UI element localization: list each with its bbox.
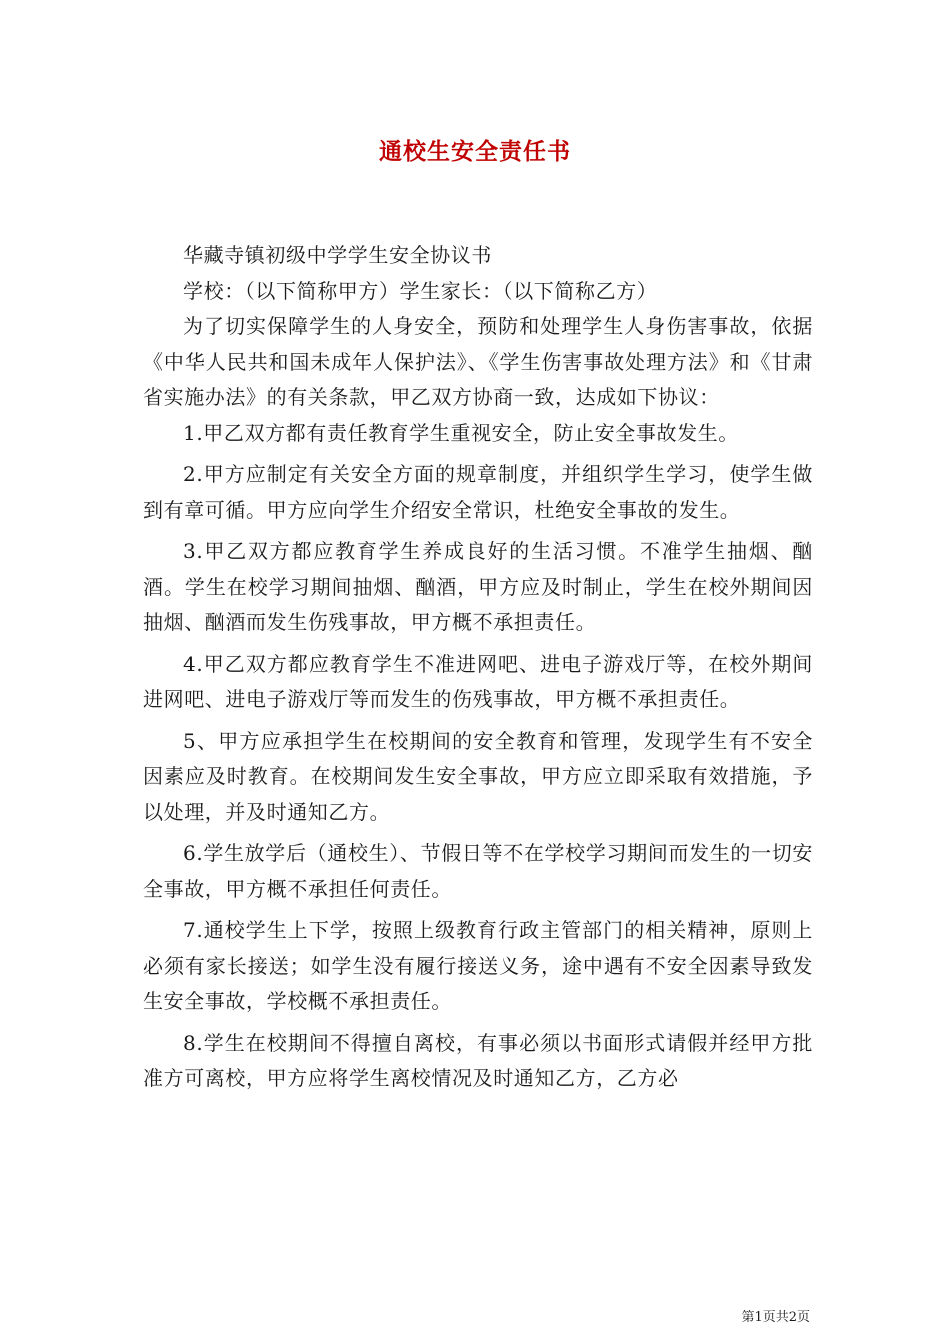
clause-4: 4.甲乙双方都应教育学生不准进网吧、进电子游戏厅等，在校外期间进网吧、进电子游戏厅等而发生的伤残事故，甲方概不承担责任。 (143, 651, 813, 711)
clause-5: 5、甲方应承担学生在校期间的安全教育和管理，发现学生有不安全因素应及时教育。在校期间发生安全事故，甲方应立即采取有效措施，予以处理，并及时通知乙方。 (143, 728, 813, 824)
page-number: 第1页共2页 (741, 1310, 810, 1325)
document-title: 通校生安全责任书 (379, 138, 571, 165)
document-body (143, 238, 813, 1097)
clause-7: 7.通校学生上下学，按照上级教育行政主管部门的相关精神，原则上必须有家长接送；如学生没有履行接送义务，途中遇有不安全因素导致发生安全事故，学校概不承担责任。 (143, 918, 813, 1013)
intro-paragraph: 为了切实保障学生的人身安全，预防和处理学生人身伤害事故，依据《中华人民共和国未成年人保护法》、《学生伤害事故处理方法》和《甘肃省实施办法》的有关条款，甲乙双方协商一致，达成如下协议： (143, 314, 813, 409)
clause-1: 1.甲乙双方都有责任教育学生重视安全，防止安全事故发生。 (183, 420, 739, 445)
clause-3: 3.甲乙双方都应教育学生养成良好的生活习惯。不准学生抽烟、酗酒。学生在校学习期间抽烟、酗酒，甲方应及时制止，学生在校外期间因抽烟、酗酒而发生伤残事故，甲方概不承担责任。 (143, 539, 813, 634)
parties-line: 学校：（以下简称甲方）学生家长：（以下简称乙方） (183, 278, 658, 303)
clause-2: 2.甲方应制定有关安全方面的规章制度，并组织学生学习，使学生做到有章可循。甲方应向学生介绍安全常识，杜绝安全事故的发生。 (143, 462, 813, 522)
clause-8: 8.学生在校期间不得擅自离校，有事必须以书面形式请假并经甲方批准方可离校，甲方应将学生离校情况及时通知乙方，乙方必 (143, 1030, 813, 1090)
subtitle: 华藏寺镇初级中学学生安全协议书 (183, 243, 492, 267)
clause-6: 6.学生放学后（通校生）、节假日等不在学校学习期间而发生的一切安全事故，甲方概不承担任何责任。 (143, 841, 813, 901)
